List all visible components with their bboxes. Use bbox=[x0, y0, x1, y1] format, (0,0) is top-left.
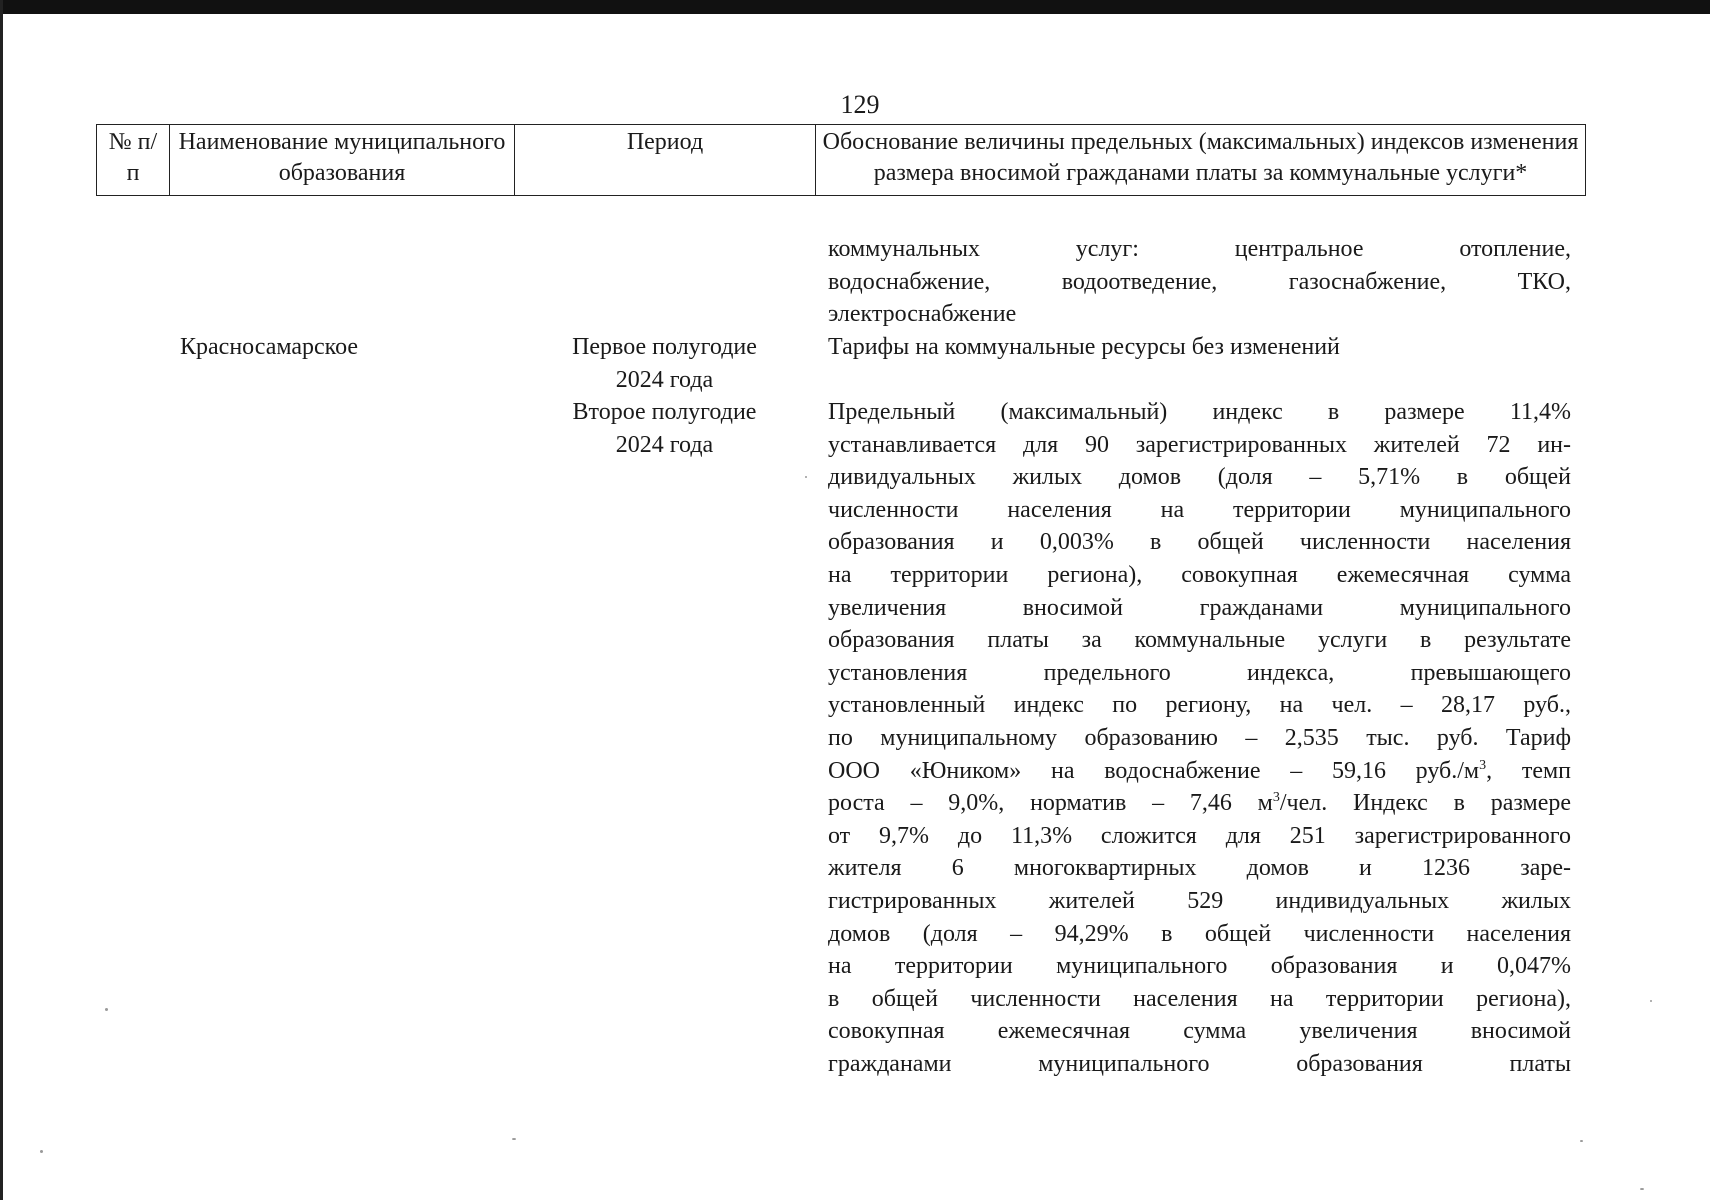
continuation-line: водоснабжение, водоотведение, газоснабжение, ТКО, bbox=[828, 268, 1571, 295]
text-line: совокупная ежемесячная сумма увеличения вносимой bbox=[828, 1018, 1571, 1045]
text-line: от 9,7% до 11,3% сложится для 251 зарегистрированного bbox=[828, 822, 1571, 849]
continuation-text bbox=[828, 233, 1571, 331]
period-second-line1: Второе полугодие bbox=[572, 399, 757, 425]
continuation-line: коммунальных услуг: центральное отопление, bbox=[828, 236, 1571, 262]
header-col-name: Наименование муниципального образования bbox=[170, 125, 515, 196]
period-first-justification: Тарифы на коммунальные ресурсы без изменений bbox=[828, 334, 1340, 360]
text-line: образования платы за коммунальные услуги в результате bbox=[828, 627, 1571, 654]
text-line: устанавливается для 90 зарегистрированных жителей 72 ин- bbox=[828, 431, 1571, 458]
text-line-with-superscript: роста – 9,0%, норматив – 7,46 $м^3$/чел. Индекс в размере bbox=[828, 790, 1571, 817]
text-line: Предельный (максимальный) индекс в размере 11,4% bbox=[828, 399, 1571, 425]
scan-left-border bbox=[0, 0, 3, 1200]
period-second-text bbox=[828, 396, 1571, 1080]
text-line: установления предельного индекса, превышающего bbox=[828, 659, 1571, 686]
text-line: на территории региона), совокупная ежемесячная сумма bbox=[828, 561, 1571, 588]
scan-speck bbox=[1640, 1188, 1644, 1190]
header-col-period: Период bbox=[515, 125, 816, 196]
text-line: образования и 0,003% в общей численности населения bbox=[828, 529, 1571, 556]
header-col-number: № п/п bbox=[97, 125, 170, 196]
period-second-line2: 2024 года bbox=[615, 431, 714, 458]
period-first bbox=[532, 331, 797, 396]
scan-speck bbox=[105, 1008, 108, 1011]
page-number: 129 bbox=[840, 90, 880, 119]
period-second bbox=[532, 396, 797, 461]
text-line: по муниципальному образованию – 2,535 тыс. руб. Тариф bbox=[828, 724, 1571, 751]
text-line: гражданами муниципального образования платы bbox=[828, 1050, 1571, 1077]
scan-speck bbox=[1580, 1140, 1583, 1142]
continuation-line: электроснабжение bbox=[828, 301, 1017, 328]
scan-top-border bbox=[0, 0, 1710, 14]
text-line: численности населения на территории муниципального bbox=[828, 496, 1571, 523]
period-first-line1: Первое полугодие bbox=[572, 334, 757, 360]
period-first-text bbox=[828, 331, 1571, 364]
text-line: жителя 6 многоквартирных домов и 1236 заре- bbox=[828, 855, 1571, 882]
text-line: гистрированных жителей 529 индивидуальных жилых bbox=[828, 887, 1571, 914]
text-line: дивидуальных жилых домов (доля – 5,71% в общей bbox=[828, 464, 1571, 491]
municipality-name: Красносамарское bbox=[180, 334, 359, 360]
scan-speck bbox=[805, 476, 807, 478]
scan-speck bbox=[40, 1150, 43, 1153]
text-line: в общей численности населения на территории региона), bbox=[828, 985, 1571, 1012]
text-line: домов (доля – 94,29% в общей численности населения bbox=[828, 920, 1571, 947]
text-line: увеличения вносимой гражданами муниципального bbox=[828, 594, 1571, 621]
header-row bbox=[97, 125, 1586, 196]
scan-speck bbox=[1650, 1000, 1652, 1002]
text-line: установленный индекс по региону, на чел. – 28,17 руб., bbox=[828, 692, 1571, 719]
text-line-with-superscript: ООО «Юником» на водоснабжение – 59,16 $руб./м^3$, темп bbox=[828, 757, 1571, 784]
header-table bbox=[96, 124, 1586, 196]
header-col-justification: Обоснование величины предельных (максимальных) индексов изменения размера вносимой гражданами платы за коммунальные услуги* bbox=[816, 125, 1586, 196]
scan-speck bbox=[512, 1138, 516, 1140]
text-line: на территории муниципального образования и 0,047% bbox=[828, 953, 1571, 980]
period-first-line2: 2024 года bbox=[615, 366, 714, 393]
